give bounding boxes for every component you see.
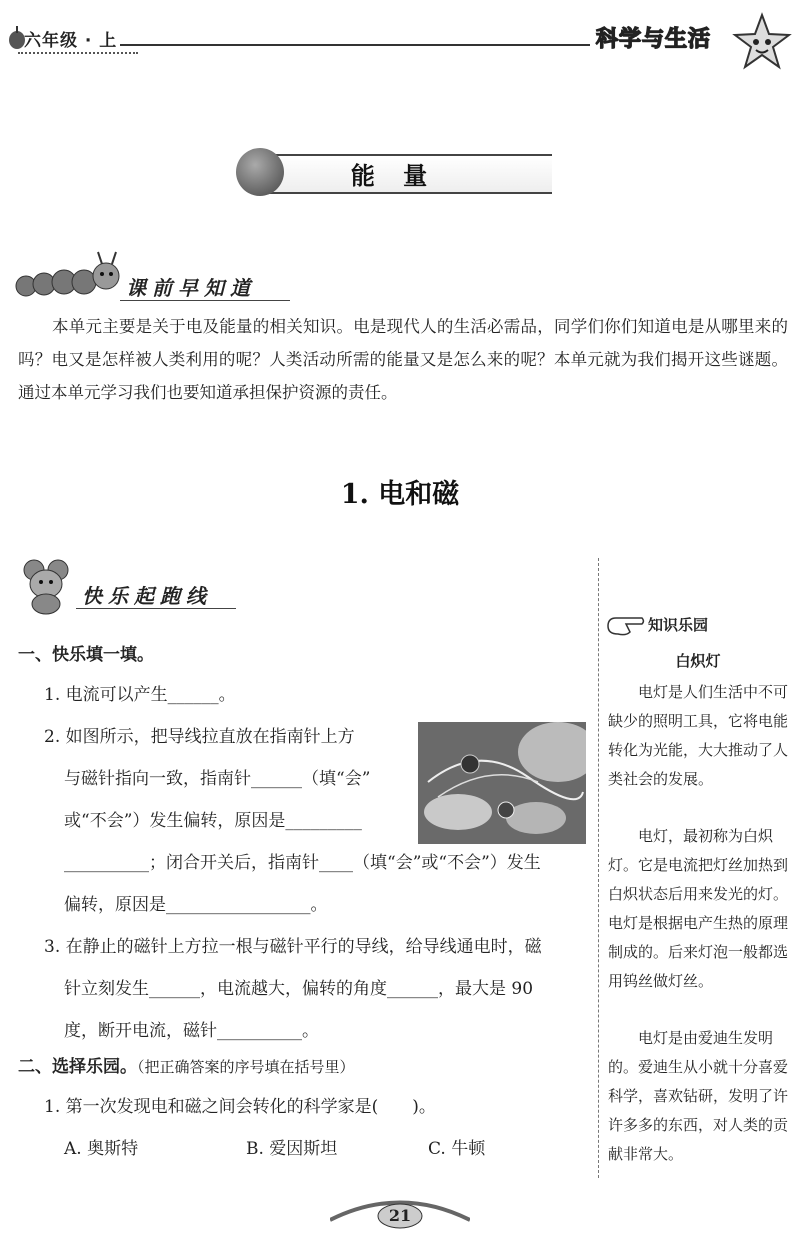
intro-tag: 课前早知道 (126, 276, 256, 300)
lesson-title: 1. 电和磁 (340, 479, 460, 510)
question-1-2-line2: 与磁针指向一致，指南针______（填“会” (64, 769, 371, 789)
sidebar-paragraph-2: 电灯，最初称为白炽灯。它是电流把灯丝加热到白炽状态后用来发光的灯。电灯是根据电产生热的原理制成的。后来灯泡一般都选用钨丝做灯丝。 (608, 827, 789, 990)
sidebar-paragraph-3: 电灯是由爱迪生发明的。爱迪生从小就十分喜爱科学，喜欢钻研，发明了许许多多的东西，对人类的贡献非常大。 (608, 1029, 789, 1163)
caterpillar-icon (14, 250, 124, 306)
question-1-2-line4: __________；闭合开关后，指南针____（填“会”或“不会”）发生 (64, 853, 541, 873)
page-number: 21 (388, 1206, 412, 1225)
pointing-hand-icon (606, 612, 646, 638)
header-rule (120, 44, 590, 46)
option-a: A. 奥斯特 (64, 1139, 139, 1159)
practice-tag-underline (76, 608, 236, 609)
series-title: 科学与生活 (596, 27, 712, 52)
sidebar-paragraph-1: 电灯是人们生活中不可缺少的照明工具，它将电能转化为光能，大大推动了人类社会的发展。 (608, 683, 789, 788)
unit-title: 能 量 (350, 161, 438, 190)
sidebar-heading: 知识乐园 (648, 616, 709, 634)
section2-heading (18, 1052, 355, 1077)
section1-heading: 一、快乐填一填。 (18, 645, 154, 665)
question-1-2-line3: 或“不会”）发生偏转，原因是_________ (64, 811, 362, 831)
sidebar-title: 白炽灯 (675, 652, 721, 670)
question-1-2-line1: 2. 如图所示，把导线拉直放在指南针上方 (44, 727, 355, 747)
section2-title: 二、选择乐园。 (18, 1057, 137, 1077)
question-1-3-line3: 度，断开电流，磁针__________。 (64, 1021, 319, 1041)
intro-paragraph: 本单元主要是关于电及能量的相关知识。电是现代人的生活必需品，同学们你们知道电是从哪里来的吗？电又是怎样被人类利用的呢？人类活动所需的能量又是怎么来的呢？本单元就为我们揭开这些谜题。通过本单元学习我们也要知道承担保护资源的责任。 (18, 317, 788, 402)
unit-banner (236, 148, 552, 196)
option-c: C. 牛顿 (428, 1139, 486, 1159)
question-2-1: 1. 第一次发现电和磁之间会转化的科学家是( )。 (44, 1097, 436, 1117)
mouse-icon (14, 556, 84, 616)
question-1-3-line1: 3. 在静止的磁针上方拉一根与磁针平行的导线，给导线通电时，磁 (44, 937, 542, 957)
grade-label: 六年级 · 上 (24, 31, 118, 51)
compass-wire-illustration (418, 722, 586, 844)
star-mascot-icon (732, 12, 792, 72)
practice-tag: 快乐起跑线 (82, 584, 212, 608)
question-1-2-line5: 偏转，原因是_________________。 (64, 895, 328, 915)
question-1-1: 1. 电流可以产生______。 (44, 685, 236, 705)
compass-wire-photo (418, 722, 586, 844)
section2-note: （把正确答案的序号填在括号里） (137, 1058, 355, 1076)
intro-tag-underline (120, 300, 290, 301)
column-divider (598, 558, 599, 1178)
option-b: B. 爱因斯坦 (246, 1139, 338, 1159)
header-dotted-line (18, 52, 138, 54)
question-1-3-line2: 针立刻发生______，电流越大，偏转的角度______，最大是 90 (64, 979, 534, 999)
